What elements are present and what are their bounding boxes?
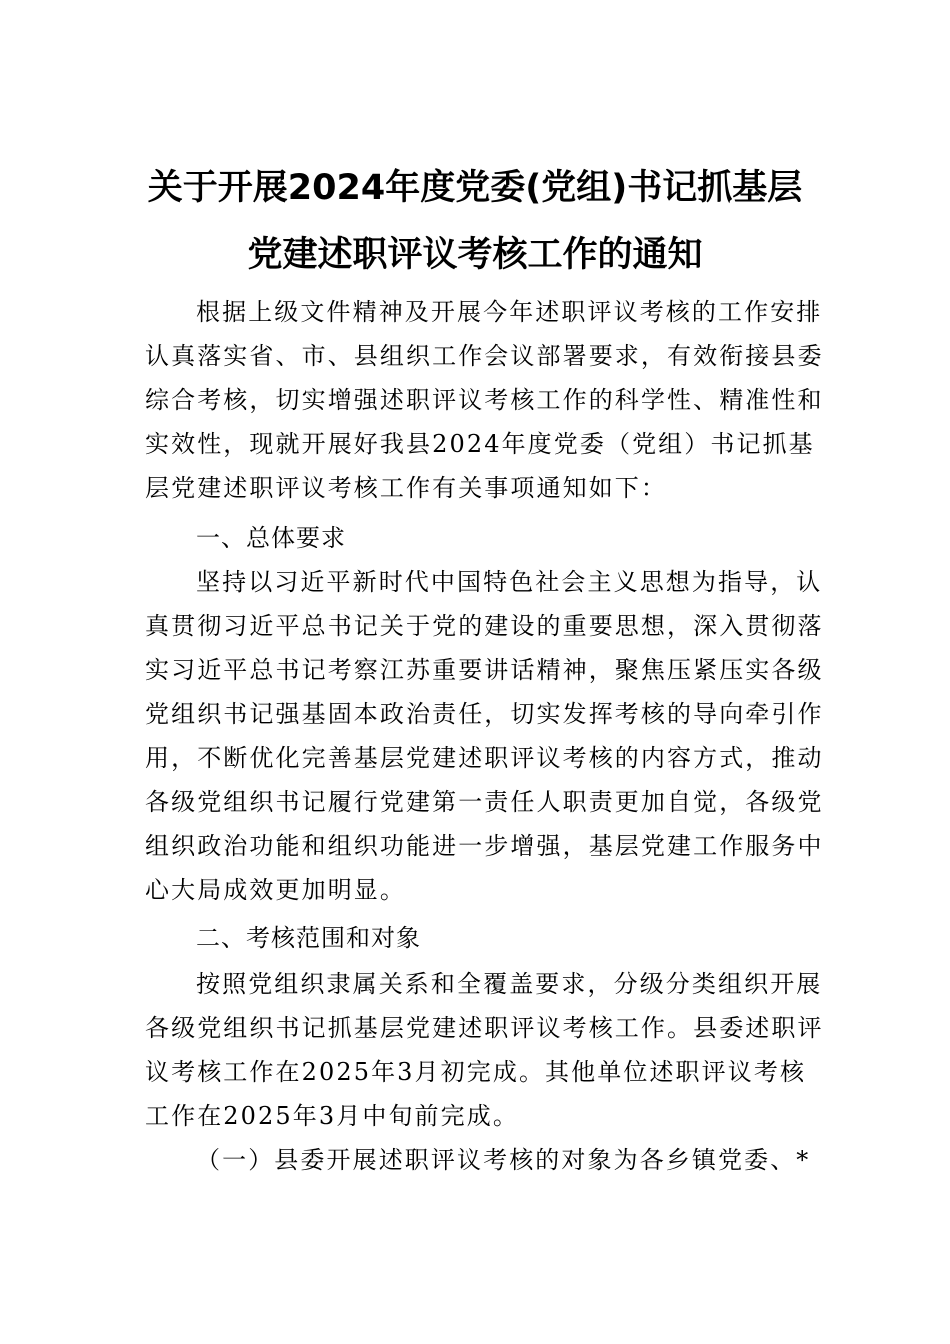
section2-paragraph <box>145 962 824 1138</box>
section-heading-2: 二、考核范围和对象 <box>196 924 421 952</box>
paragraph-line: 组织政治功能和组织功能进一步增强，基层党建工作服务中 <box>145 832 824 860</box>
paragraph-line: 实习近平总书记考察江苏重要讲话精神，聚焦压紧压实各级 <box>145 656 824 684</box>
paragraph-line: 用，不断优化完善基层党建述职评议考核的内容方式，推动 <box>145 744 824 772</box>
paragraph-line: 议考核工作在2025年3月初完成。其他单位述职评议考核 <box>145 1058 807 1086</box>
section1-paragraph <box>145 560 824 912</box>
paragraph-line: 党组织书记强基固本政治责任，切实发挥考核的导向牵引作 <box>145 700 824 728</box>
paragraph-line: 工作在2025年3月中旬前完成。 <box>145 1102 519 1130</box>
section-heading-1: 一、总体要求 <box>196 524 346 552</box>
document-title-line-1: 关于开展2024年度党委(党组)书记抓基层 <box>147 168 803 208</box>
paragraph-line: 坚持以习近平新时代中国特色社会主义思想为指导，认 <box>196 568 823 596</box>
paragraph-line: 心大局成效更加明显。 <box>145 876 406 904</box>
paragraph-line: 认真落实省、市、县组织工作会议部署要求，有效衔接县委 <box>145 342 824 370</box>
paragraph-line: 根据上级文件精神及开展今年述职评议考核的工作安排 <box>196 298 823 326</box>
intro-paragraph <box>145 290 824 510</box>
paragraph-line: 各级党组织书记履行党建第一责任人职责更加自觉，各级党 <box>145 788 824 816</box>
paragraph-line: 真贯彻习近平总书记关于党的建设的重要思想，深入贯彻落 <box>145 612 824 640</box>
paragraph-line: （一）县委开展述职评议考核的对象为各乡镇党委、* <box>196 1146 811 1174</box>
paragraph-line: 综合考核，切实增强述职评议考核工作的科学性、精准性和 <box>145 386 824 414</box>
paragraph-line: 实效性，现就开展好我县2024年度党委（党组）书记抓基 <box>145 430 815 458</box>
paragraph-line: 层党建述职评议考核工作有关事项通知如下： <box>145 474 667 502</box>
paragraph-line: 按照党组织隶属关系和全覆盖要求，分级分类组织开展 <box>196 970 823 998</box>
paragraph-line: 各级党组织书记抓基层党建述职评议考核工作。县委述职评 <box>145 1014 824 1042</box>
subitem-paragraph <box>145 1138 811 1182</box>
document-title-line-2: 党建述职评议考核工作的通知 <box>247 235 703 275</box>
